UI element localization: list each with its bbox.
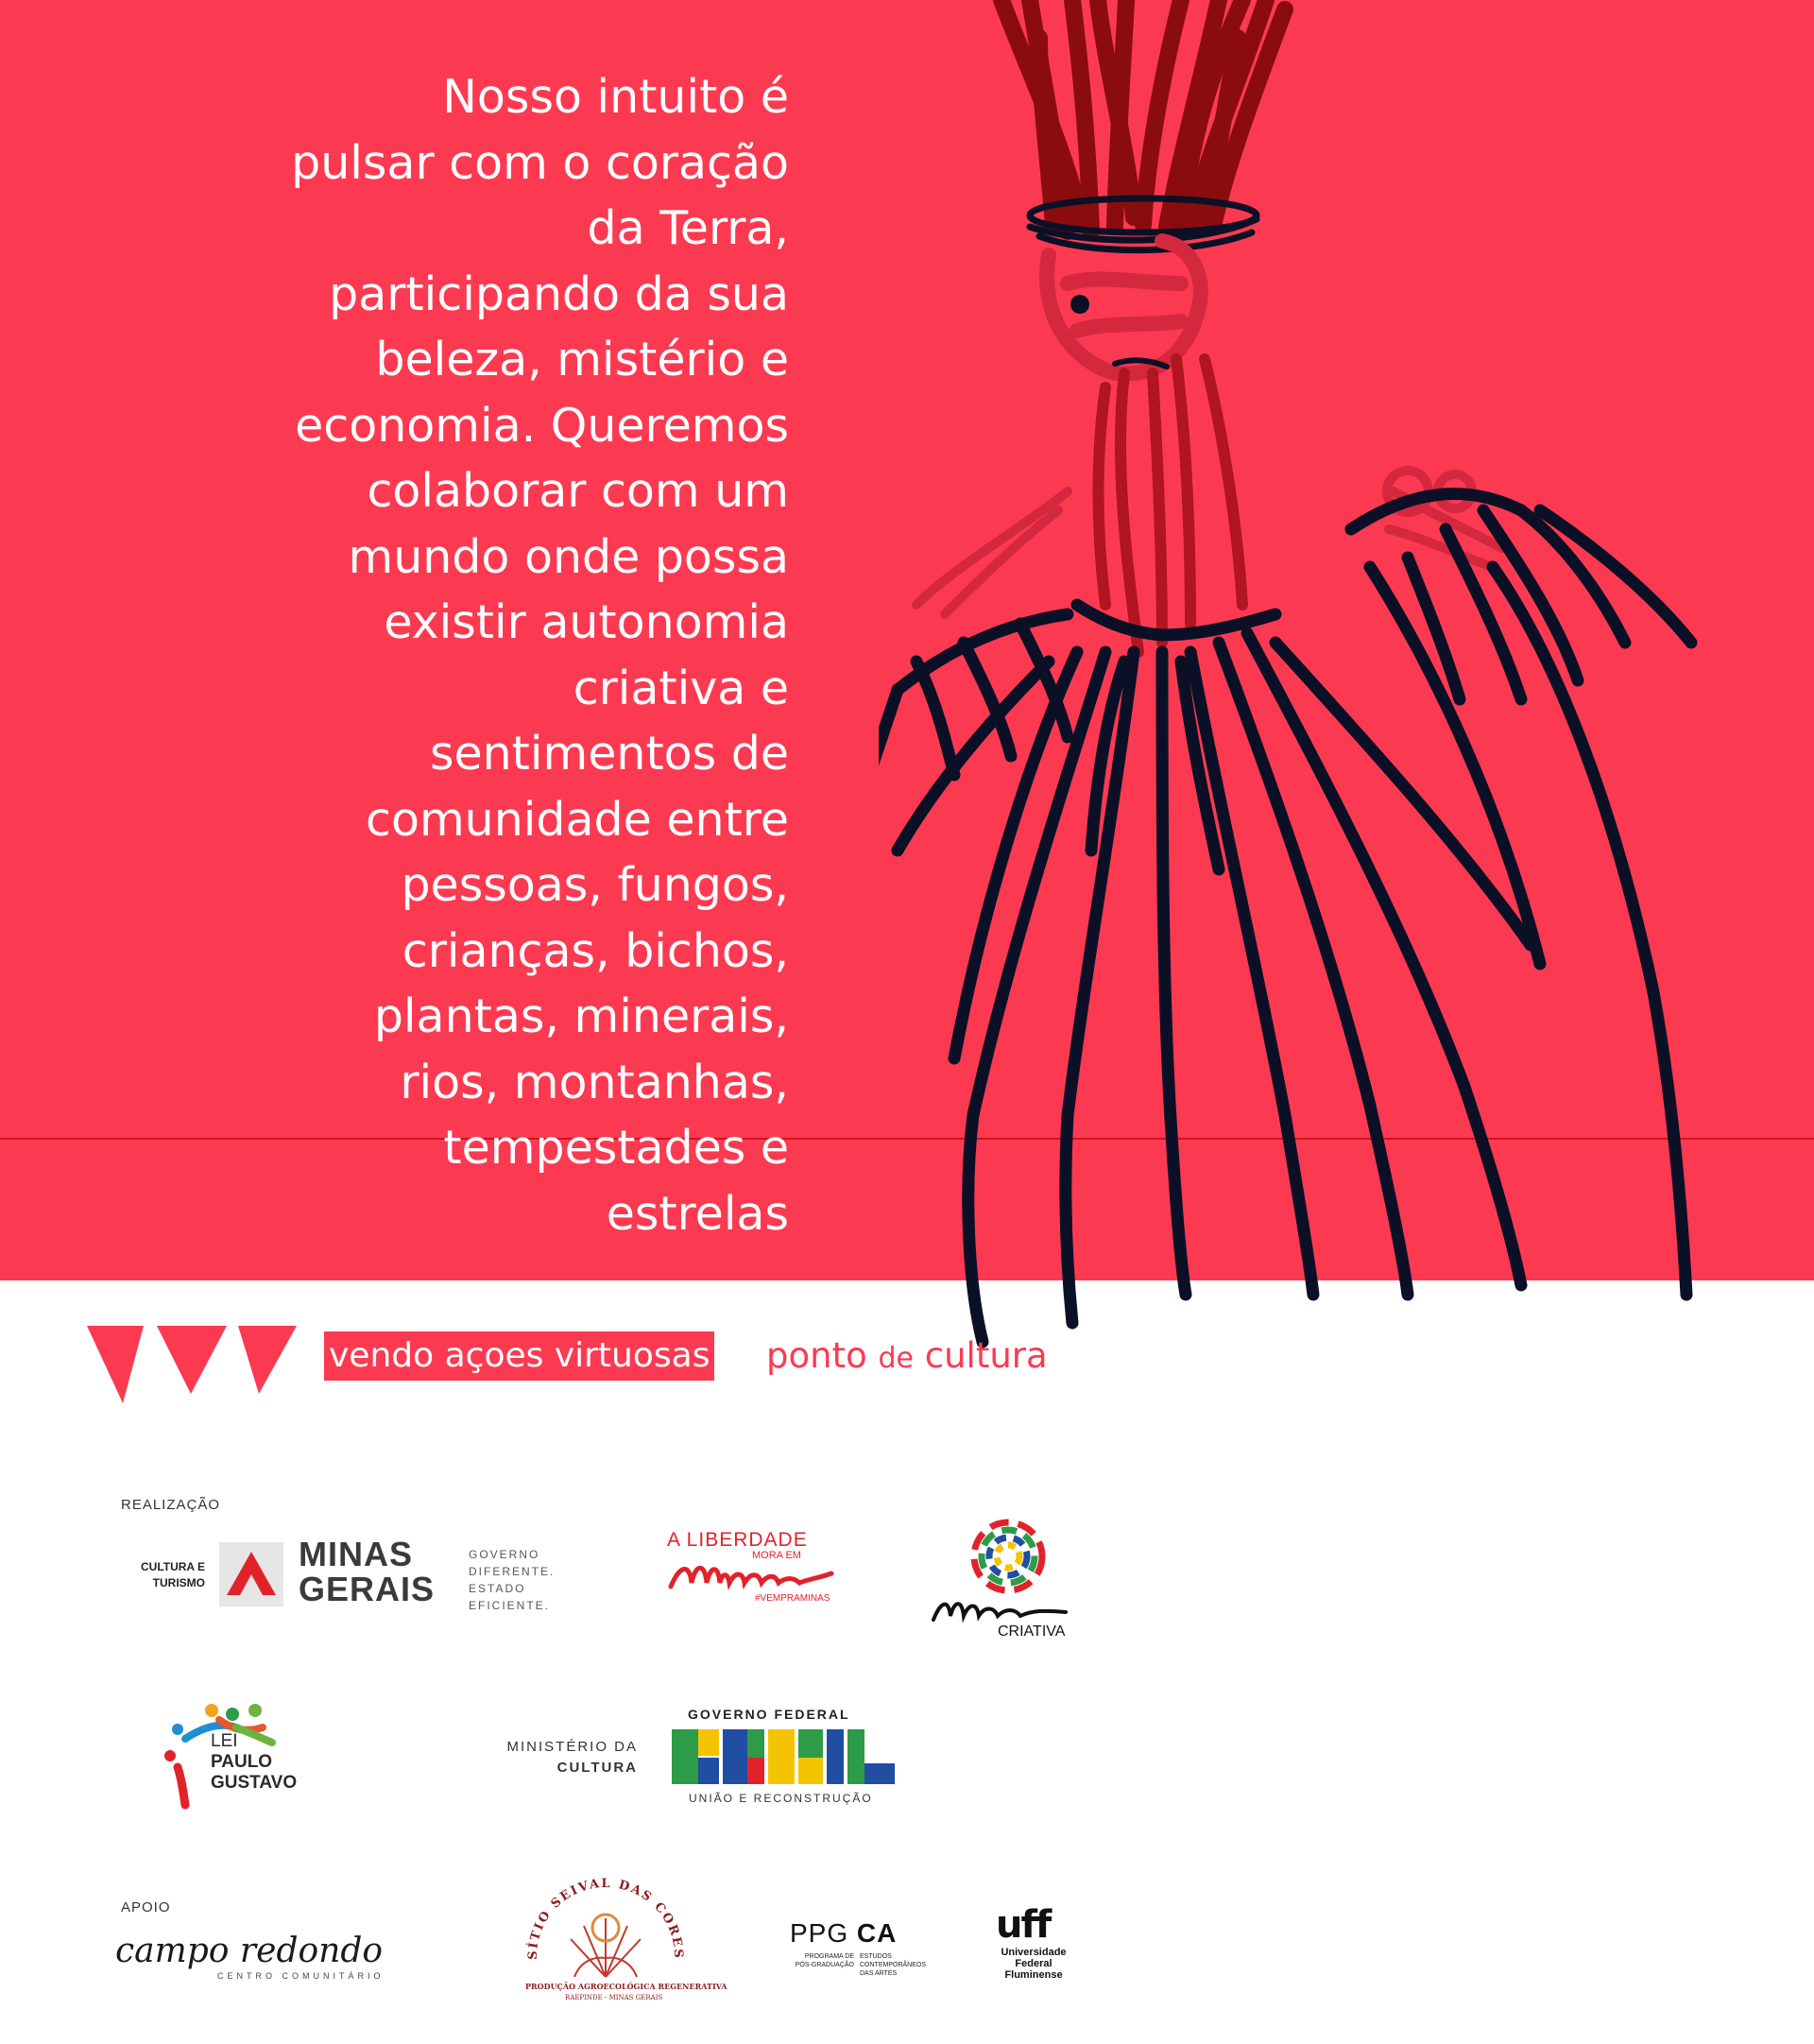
apoio-label: APOIO: [121, 1899, 171, 1915]
quote-line: rios, montanhas,: [400, 1055, 789, 1109]
figure-illustration: [879, 0, 1814, 1351]
minas-criativa-script: [928, 1591, 1071, 1625]
uff-name-line: Universidade: [1001, 1947, 1067, 1958]
mg-title: [299, 1537, 435, 1606]
quote-line: sentimentos de: [429, 727, 789, 781]
mg-title-line2: GERAIS: [299, 1570, 436, 1608]
lei-paulo-gustavo-text: [211, 1731, 297, 1794]
ppgca-sub-left: [790, 1952, 854, 1969]
mg-title-line1: MINAS: [299, 1535, 413, 1573]
realizacao-label: REALIZAÇÃO: [121, 1497, 221, 1513]
lpg-line3: GUSTAVO: [211, 1773, 298, 1793]
ppgca-sub-line: DAS ARTES: [860, 1970, 898, 1977]
brand-subtitle: [766, 1331, 1048, 1381]
lpg-line2: PAULO: [211, 1752, 273, 1772]
sitio-seival-das-cores-logo: [518, 1871, 693, 1983]
quote-line: mundo onde possa: [348, 529, 789, 584]
liberdade-hashtag: #VEMPRAMINAS: [755, 1593, 830, 1604]
brasil-wordmark-logo: [672, 1729, 895, 1784]
mg-triangle-icon: [219, 1542, 283, 1606]
brand-sub-cultura: cultura: [924, 1335, 1048, 1376]
mg-left-line2: TURISMO: [152, 1576, 205, 1589]
ppgca-sub-line: PÓS-GRADUAÇÃO: [795, 1962, 854, 1968]
minc-line2: CULTURA: [556, 1760, 638, 1776]
governo-federal-title: GOVERNO FEDERAL: [688, 1707, 850, 1722]
campo-redondo-wordmark: campo redondo: [115, 1932, 384, 1970]
brand-sub-ponto: ponto: [766, 1335, 867, 1376]
ppgca-sub-right: [860, 1952, 945, 1978]
campo-redondo-sub: CENTRO COMUNITÁRIO: [217, 1971, 385, 1981]
brand-sub-de: de: [878, 1342, 914, 1375]
mg-tagline: [469, 1546, 555, 1614]
ca-text: CA: [856, 1918, 898, 1948]
mg-cultura-turismo: [128, 1559, 205, 1591]
mg-tag-line: DIFERENTE.: [469, 1565, 556, 1578]
liberdade-line2: MORA EM: [752, 1550, 801, 1561]
uff-name-line: Fluminense: [1004, 1969, 1063, 1981]
quote-line: criativa e: [573, 661, 789, 715]
sitio-location: RAEPINDE - MINAS GERAIS: [565, 1994, 663, 2001]
brand-name: vendo açoes virtuosas: [324, 1331, 714, 1381]
quote-line: crianças, bichos,: [402, 923, 789, 978]
liberdade-line1: A LIBERDADE: [667, 1529, 808, 1551]
uff-name: [994, 1947, 1073, 1981]
mg-tag-line: ESTADO: [469, 1582, 526, 1595]
svg-text:SÍTIO SEIVAL DAS CORES: SÍTIO SEIVAL DAS CORES: [525, 1876, 686, 1960]
lpg-line1: LEI: [211, 1731, 238, 1751]
ministerio-cultura: [463, 1737, 638, 1778]
quote-line: participando da sua: [329, 266, 789, 321]
ppgca-sub-line: ESTUDOS: [860, 1953, 892, 1960]
ppgca-sub-line: PROGRAMA DE: [804, 1953, 854, 1960]
mg-left-line1: CULTURA E: [141, 1560, 205, 1573]
minas-gerais-logo-mark: [219, 1542, 283, 1606]
minc-line1: MINISTÉRIO DA: [506, 1739, 638, 1755]
vav-logo-mark: [87, 1316, 297, 1403]
minas-criativa-swirl-icon: [967, 1516, 1049, 1597]
quote-line: da Terra,: [587, 201, 789, 255]
ppg-text: PPG: [790, 1918, 849, 1948]
uff-wordmark: uff: [996, 1903, 1051, 1947]
ppgca-wordmark: [790, 1918, 897, 1949]
uff-name-line: Federal: [1015, 1958, 1052, 1969]
ppgca-sub-line: CONTEMPORÂNEOS: [860, 1962, 927, 1968]
quote-line: plantas, minerais,: [373, 989, 789, 1043]
quote-line: Nosso intuito é: [442, 70, 789, 124]
governo-federal-slogan: UNIÃO E RECONSTRUÇÃO: [689, 1792, 873, 1805]
quote-line: economia. Queremos: [295, 398, 789, 453]
quote-line: comunidade entre: [366, 792, 789, 847]
quote-line: pessoas, fungos,: [401, 858, 789, 912]
hero-quote: [184, 64, 789, 1246]
quote-line: tempestades e: [443, 1121, 789, 1175]
minas-criativa-label: CRIATIVA: [998, 1623, 1066, 1640]
quote-line: beleza, mistério e: [375, 333, 789, 386]
quote-line: existir autonomia: [384, 595, 789, 649]
quote-line: pulsar com o coração: [291, 135, 789, 190]
quote-line: estrelas: [606, 1186, 789, 1241]
quote-line: colaborar com um: [367, 464, 789, 518]
mg-tag-line: GOVERNO: [469, 1548, 540, 1561]
sitio-subtitle: PRODUÇÃO AGROECOLÓGICA REGENERATIVA: [525, 1982, 727, 1991]
mg-tag-line: EFICIENTE.: [469, 1599, 551, 1612]
